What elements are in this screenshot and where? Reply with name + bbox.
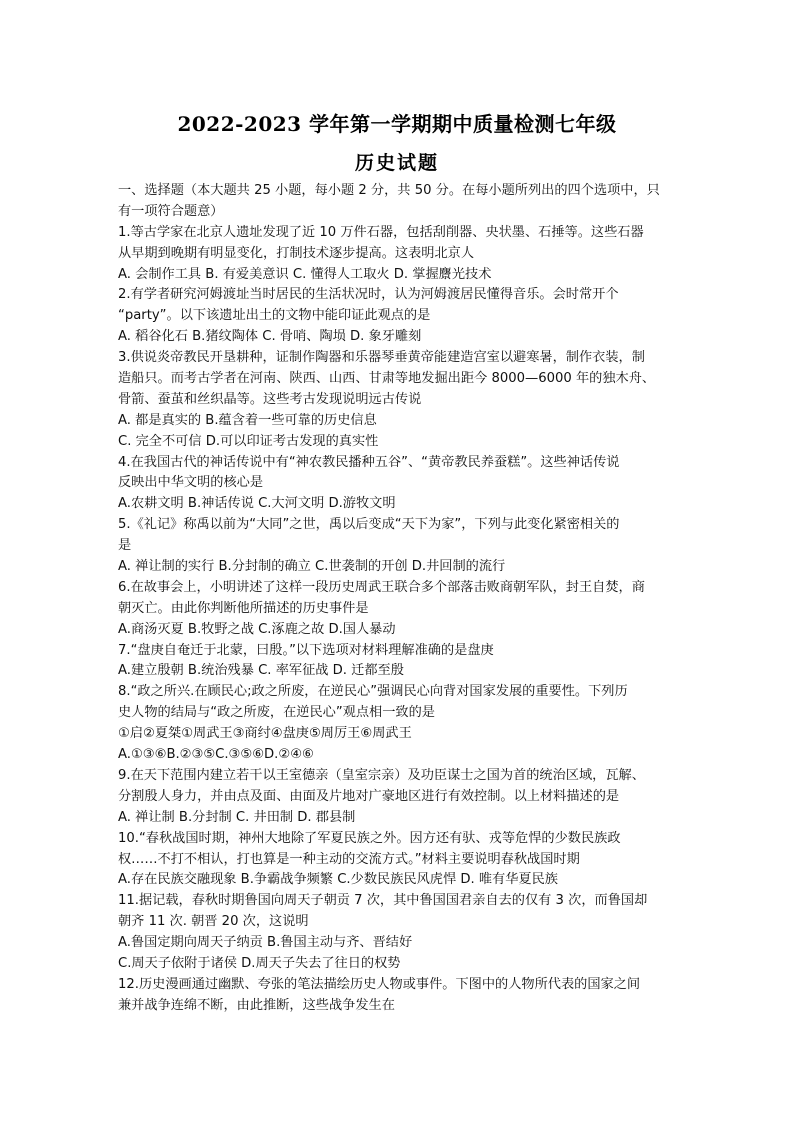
text-line: 从早期到晚期有明显变化，打制技术逐步提高。这表明北京人	[118, 245, 475, 261]
text-line: 5.《礼记》称禹以前为“大同”之世，禹以后变成“天下为家”，下列与此变化紧密相关的	[118, 517, 620, 533]
text-line: 1.等古学家在北京人遗址发现了近 10 万件石器，包括刮削器、央状墨、石捶等。这些石器	[118, 224, 644, 240]
exam-title: 2022-2023 学年第一学期期中质量检测七年级	[177, 112, 617, 136]
text-line: A. 禅让制 B.分封制 C. 井田制 D. 郡县制	[118, 809, 356, 825]
text-line: A.商汤灭夏 B.牧野之战 C.涿鹿之故 D.国人暴动	[118, 621, 396, 637]
text-line: “party”。以下该遗址出土的文物中能印证此观点的是	[118, 308, 431, 324]
text-line: A.存在民族交融现象 B.争霸战争频繁 C.少数民族民风虎悍 D. 唯有华夏民族	[118, 872, 558, 888]
text-line: 2.有学者研究河姆渡址当时居民的生活状况时，认为河姆渡居民懂得音乐。会时常开个	[118, 287, 619, 303]
text-line: A.建立殷朝 B.统治残暴 C. 率军征战 D. 迁都至殷	[118, 663, 404, 679]
text-line: 朝齐 11 次. 朝晋 20 次，这说明	[118, 914, 309, 930]
text-line: A. 会制作工具 B. 有爱美意识 C. 懂得人工取火 D. 掌握麖光技术	[118, 266, 492, 282]
text-line: A.鲁国定期向周天子纳贡 B.鲁国主动与齐、晋结好	[118, 935, 413, 951]
text-line: 史人物的结局与“政之所废，在逆民心”观点相一致的是	[118, 705, 435, 721]
text-line: 6.在故事会上，小明讲述了这样一段历史周武王联合多个部落击败商朝军队，封王自焚，商	[118, 579, 645, 595]
text-line: 8.“政之所兴.在顾民心;政之所废，在逆民心”强调民心向背对国家发展的重要性。下列历	[118, 684, 628, 700]
text-line: C. 完全不可信 D.可以印证考古发现的真实性	[118, 433, 379, 449]
text-line: A. 禅让制的实行 B.分封制的确立 C.世袭制的开创 D.井回制的流行	[118, 559, 506, 575]
text-line: ①启②夏桀①周武王③商纣④盘庚⑤周厉王⑥周武王	[118, 726, 412, 742]
text-line: A.农耕文明 B.神话传说 C.大河文明 D.游牧文明	[118, 496, 396, 512]
text-line: 11.据记载，春秋时期鲁国向周天子朝贡 7 次，其中鲁国国君亲自去的仅有 3 次，而鲁国却	[118, 893, 648, 909]
text-line: 12.历史漫画通过幽默、夸张的笔法描绘历史人物或事件。下图中的人物所代表的国家之间	[118, 976, 641, 992]
text-line: 4.在我国古代的神话传说中有“神农教民播种五谷”、“黄帝教民养蚕糕”。这些神话传说	[118, 454, 620, 470]
text-line: A. 稻谷化石 B.猪纹陶体 C. 骨哨、陶埙 D. 象牙雕刻	[118, 329, 422, 345]
text-line: A.①③⑥B.②③⑤C.③⑤⑥D.②④⑥	[118, 747, 314, 763]
text-line: C.周天子依附于诸侯 D.周天子失去了往日的权势	[118, 955, 401, 971]
text-line: 是	[118, 538, 132, 554]
text-line: 9.在天下范围内建立若干以王室德亲（皇室宗亲）及功臣谋士之国为首的统治区域，瓦解、	[118, 767, 645, 783]
text-line: 3.供说炎帝教民开垦耕种，证制作陶器和乐器琴垂黄帝能建造宫室以避寒暑，制作衣装，制	[118, 350, 645, 366]
text-line: 有一项符合题意）	[118, 203, 224, 219]
text-line: 10.“春秋战国时期，神州大地除了军夏民族之外。因方还有驮、戎等危悍的少数民族政	[118, 830, 621, 846]
text-line: 权……不打不相认，打也算是一种主动的交流方式。”材料主要说明春秋战国时期	[118, 851, 580, 867]
text-line: 7.“盘庚自奄迁于北蒙，曰殷。”以下选项对材料理解准确的是盘庚	[118, 642, 494, 658]
exam-subtitle: 历史试题	[354, 152, 439, 174]
text-line: 分割殷人身力，并由点及面、由面及片地对广豪地区进行有效控制。以上材料描述的是	[118, 788, 620, 804]
text-line: 朝灭亡。由此你判断他所描述的历史事件是	[118, 600, 369, 616]
text-line: 反映出中华文明的核心是	[118, 475, 264, 491]
text-line: 骨箭、蚕茧和丝织晶等。这些考古发现说明远古传说	[118, 391, 422, 407]
text-line: 一、选择题（本大题共 25 小题，每小题 2 分，共 50 分。在每小题所列出的四个选项中，只	[118, 183, 660, 198]
text-line: 兼并战争连绵不断，由此推断，这些战争发生在	[118, 997, 395, 1013]
text-line: 造船只。而考古学者在河南、陕西、山西、甘肃等地发掘出距今 8000—6000 年的独木舟、	[118, 371, 656, 387]
exam-body	[118, 181, 678, 1017]
text-line: A. 都是真实的 B.蕴含着一些可靠的历史信息	[118, 412, 377, 428]
